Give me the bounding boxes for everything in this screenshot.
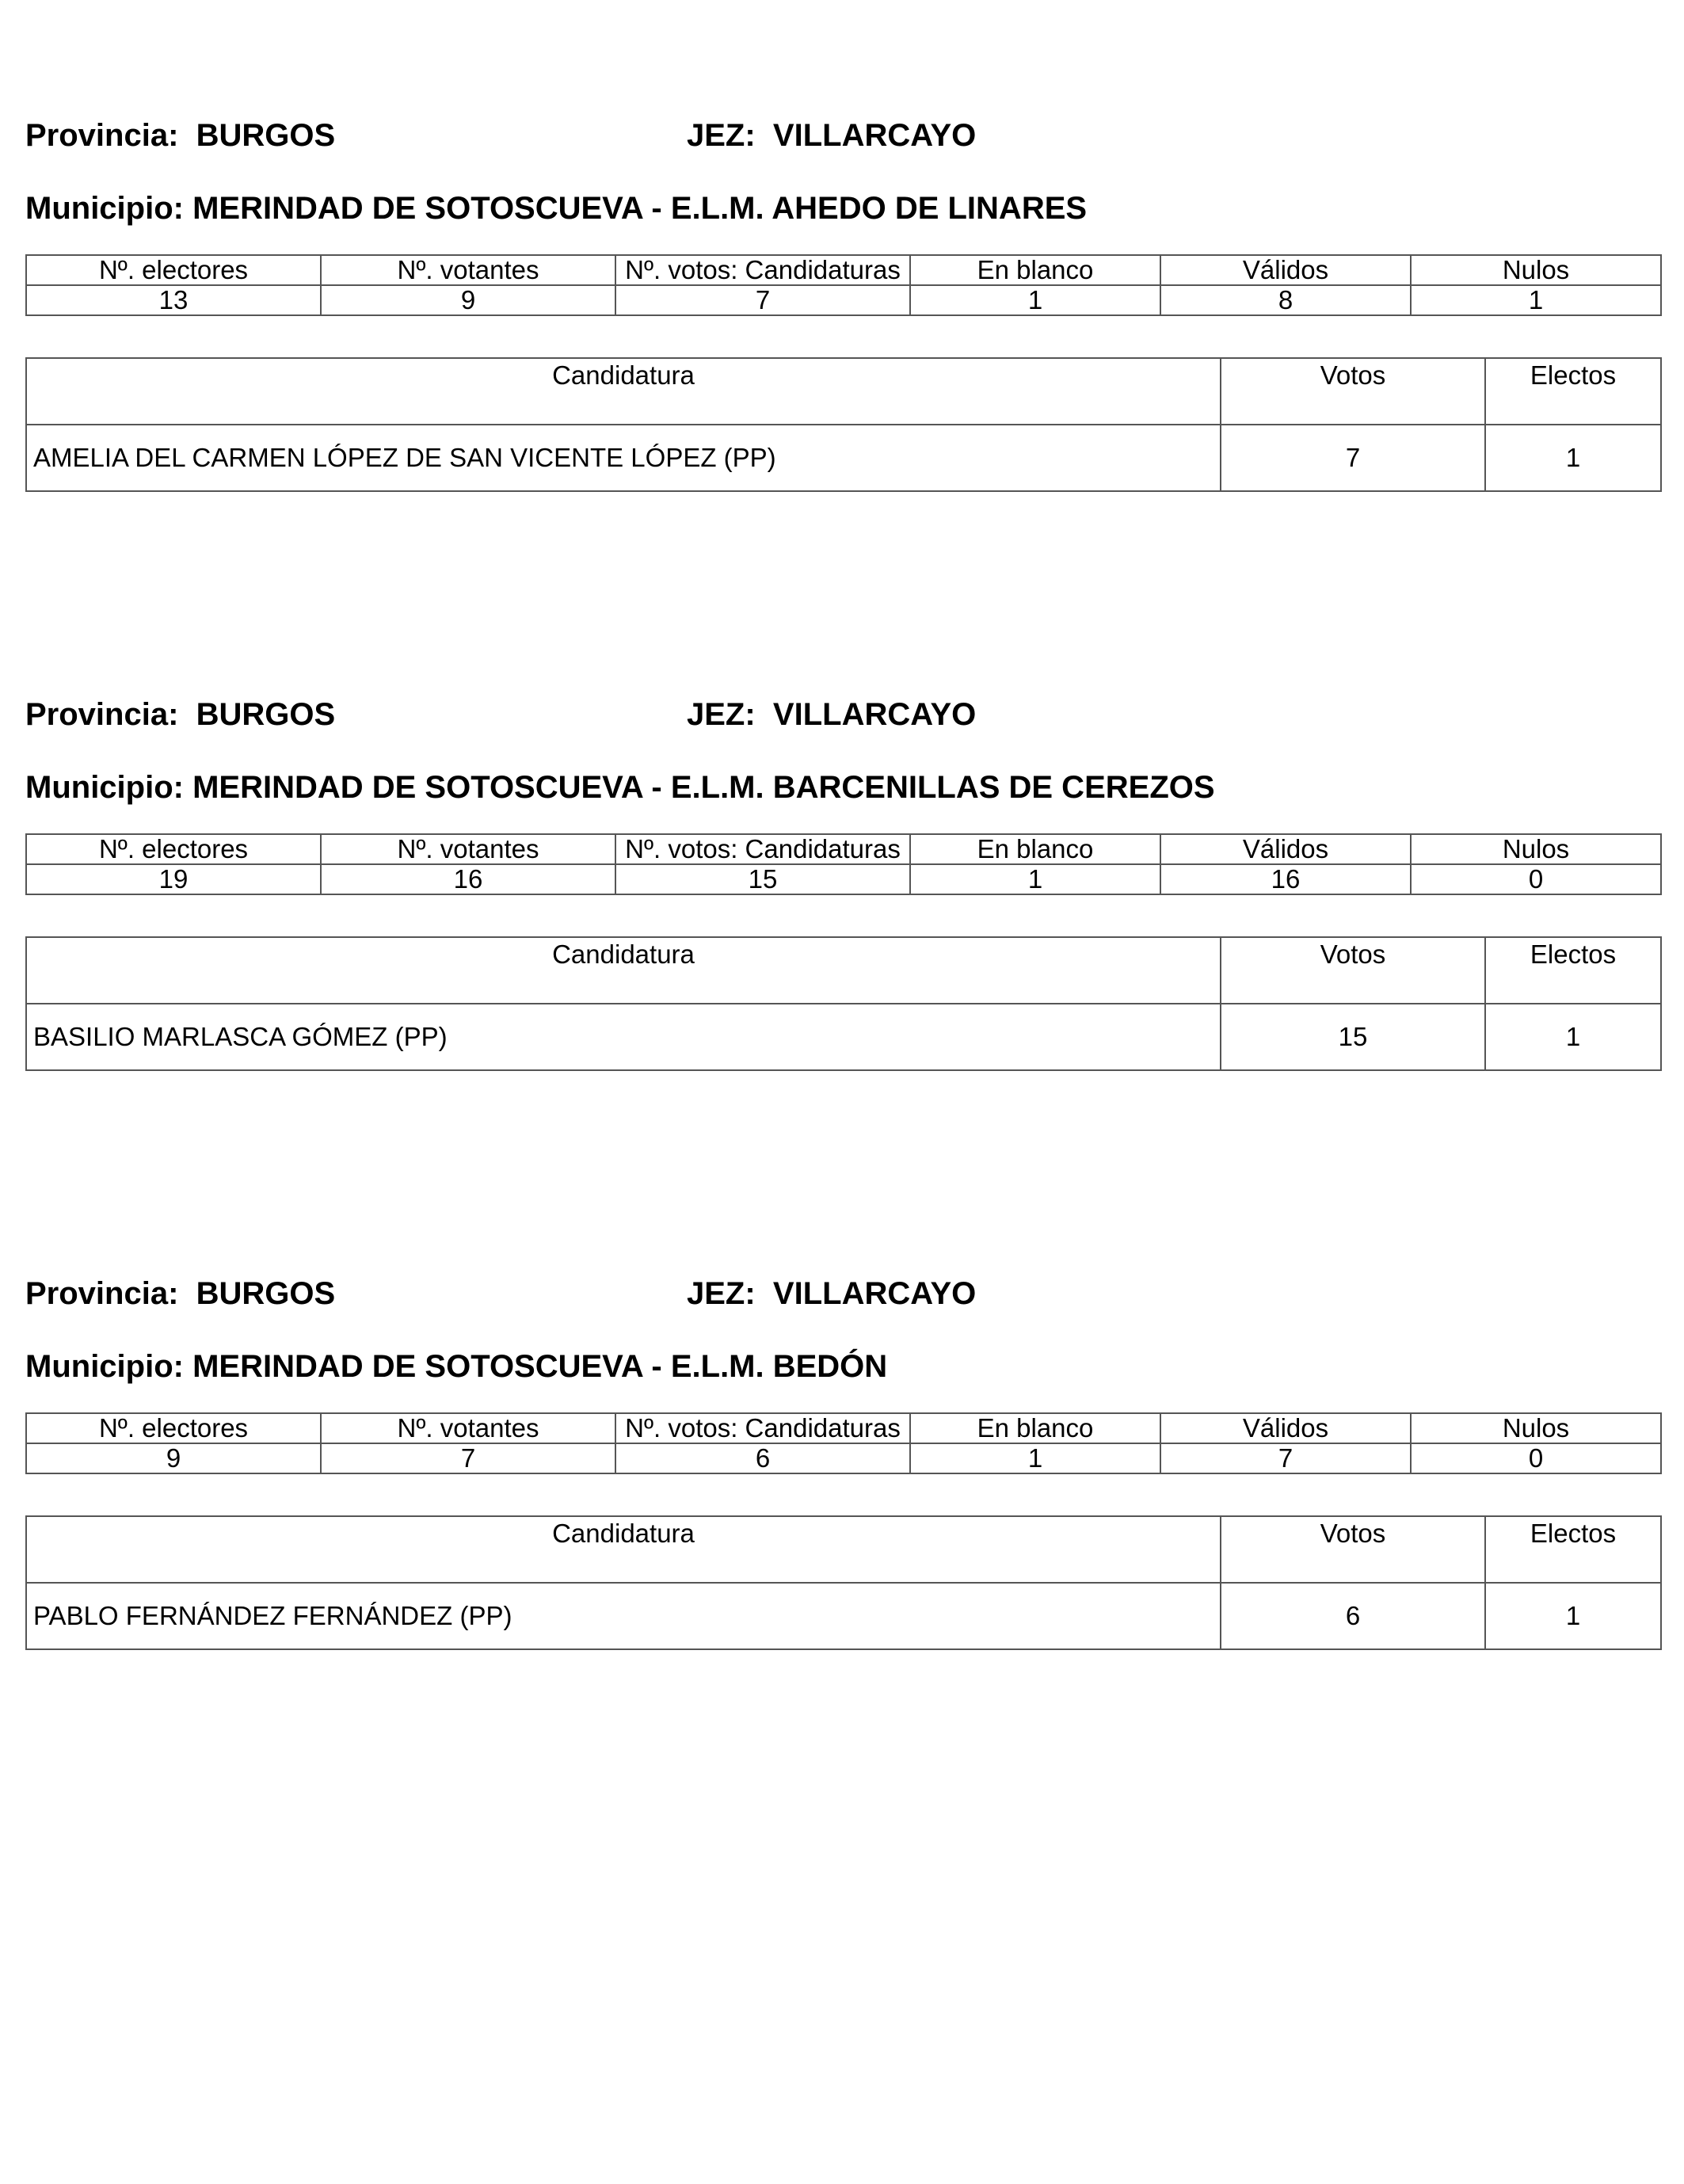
provincia-label: Provincia: — [25, 697, 179, 732]
summary-header: Válidos — [1160, 834, 1411, 864]
candidates-table — [25, 357, 1662, 492]
summary-header-row — [26, 1413, 1661, 1443]
candidate-votos: 6 — [1221, 1583, 1485, 1649]
summary-value: 16 — [1160, 864, 1411, 894]
provincia-line — [25, 116, 335, 154]
summary-value-row — [26, 864, 1661, 894]
jez-line — [687, 696, 976, 734]
jez-label: JEZ: — [687, 118, 756, 153]
candidate-name: AMELIA DEL CARMEN LÓPEZ DE SAN VICENTE LÓPEZ (PP) — [26, 425, 1221, 491]
summary-value: 7 — [321, 1443, 615, 1473]
candidate-name: BASILIO MARLASCA GÓMEZ (PP) — [26, 1004, 1221, 1070]
summary-header: Nulos — [1411, 1413, 1661, 1443]
municipio-value: MERINDAD DE SOTOSCUEVA - E.L.M. BEDÓN — [192, 1349, 888, 1384]
municipio-line — [25, 768, 1215, 806]
candidates-header-row — [26, 937, 1661, 1004]
municipio-label: Municipio: — [25, 770, 184, 805]
candidate-row — [26, 425, 1661, 491]
candidate-electos: 1 — [1485, 425, 1661, 491]
summary-value: 15 — [615, 864, 910, 894]
summary-value: 0 — [1411, 864, 1661, 894]
candidate-electos: 1 — [1485, 1583, 1661, 1649]
summary-value: 1 — [1411, 285, 1661, 315]
candidates-header-row — [26, 358, 1661, 425]
summary-header: Nº. votantes — [321, 1413, 615, 1443]
summary-value: 6 — [615, 1443, 910, 1473]
summary-header: Nº. votantes — [321, 255, 615, 285]
summary-value: 7 — [1160, 1443, 1411, 1473]
candidate-electos: 1 — [1485, 1004, 1661, 1070]
summary-table — [25, 254, 1662, 316]
candidatura-header: Candidatura — [26, 937, 1221, 1004]
jez-label: JEZ: — [687, 1276, 756, 1311]
jez-value: VILLARCAYO — [772, 697, 977, 732]
jez-line — [687, 1275, 976, 1313]
summary-header: Nº. votos: Candidaturas — [615, 255, 910, 285]
summary-header: Nº. votos: Candidaturas — [615, 1413, 910, 1443]
summary-header: Nulos — [1411, 255, 1661, 285]
provincia-label: Provincia: — [25, 1276, 179, 1311]
provincia-value: BURGOS — [196, 118, 336, 153]
summary-header: Nº. votos: Candidaturas — [615, 834, 910, 864]
summary-header: Nulos — [1411, 834, 1661, 864]
votos-header: Votos — [1221, 937, 1485, 1004]
summary-value: 19 — [26, 864, 321, 894]
jez-value: VILLARCAYO — [772, 118, 977, 153]
jez-label: JEZ: — [687, 697, 756, 732]
summary-value: 7 — [615, 285, 910, 315]
municipio-label: Municipio: — [25, 1349, 184, 1384]
jez-line — [687, 116, 976, 154]
summary-header: Nº. electores — [26, 255, 321, 285]
provincia-value: BURGOS — [196, 1276, 336, 1311]
municipio-label: Municipio: — [25, 191, 184, 226]
municipio-line — [25, 1347, 887, 1385]
electos-header: Electos — [1485, 1516, 1661, 1583]
summary-header: Nº. votantes — [321, 834, 615, 864]
summary-header: Válidos — [1160, 255, 1411, 285]
summary-value: 13 — [26, 285, 321, 315]
summary-header-row — [26, 255, 1661, 285]
candidates-table — [25, 936, 1662, 1071]
candidate-name: PABLO FERNÁNDEZ FERNÁNDEZ (PP) — [26, 1583, 1221, 1649]
summary-value: 0 — [1411, 1443, 1661, 1473]
candidatura-header: Candidatura — [26, 1516, 1221, 1583]
summary-header: Nº. electores — [26, 834, 321, 864]
provincia-line — [25, 1275, 335, 1313]
electos-header: Electos — [1485, 937, 1661, 1004]
summary-header: En blanco — [910, 834, 1160, 864]
summary-header: Válidos — [1160, 1413, 1411, 1443]
summary-value: 9 — [26, 1443, 321, 1473]
summary-header: En blanco — [910, 255, 1160, 285]
votos-header: Votos — [1221, 1516, 1485, 1583]
candidate-row — [26, 1004, 1661, 1070]
votos-header: Votos — [1221, 358, 1485, 425]
candidates-header-row — [26, 1516, 1661, 1583]
candidates-table — [25, 1515, 1662, 1650]
summary-header-row — [26, 834, 1661, 864]
candidatura-header: Candidatura — [26, 358, 1221, 425]
candidate-votos: 15 — [1221, 1004, 1485, 1070]
municipio-value: MERINDAD DE SOTOSCUEVA - E.L.M. BARCENILLAS DE CEREZOS — [192, 770, 1215, 805]
summary-value: 9 — [321, 285, 615, 315]
summary-header: Nº. electores — [26, 1413, 321, 1443]
candidate-votos: 7 — [1221, 425, 1485, 491]
jez-value: VILLARCAYO — [772, 1276, 977, 1311]
summary-value: 1 — [910, 1443, 1160, 1473]
summary-value: 8 — [1160, 285, 1411, 315]
provincia-value: BURGOS — [196, 697, 336, 732]
provincia-label: Provincia: — [25, 118, 179, 153]
municipio-value: MERINDAD DE SOTOSCUEVA - E.L.M. AHEDO DE LINARES — [192, 191, 1088, 226]
summary-value: 1 — [910, 864, 1160, 894]
summary-value: 16 — [321, 864, 615, 894]
summary-table — [25, 833, 1662, 895]
summary-header: En blanco — [910, 1413, 1160, 1443]
summary-value-row — [26, 1443, 1661, 1473]
summary-value-row — [26, 285, 1661, 315]
municipio-line — [25, 189, 1087, 227]
summary-table — [25, 1412, 1662, 1474]
candidate-row — [26, 1583, 1661, 1649]
summary-value: 1 — [910, 285, 1160, 315]
provincia-line — [25, 696, 335, 734]
electos-header: Electos — [1485, 358, 1661, 425]
